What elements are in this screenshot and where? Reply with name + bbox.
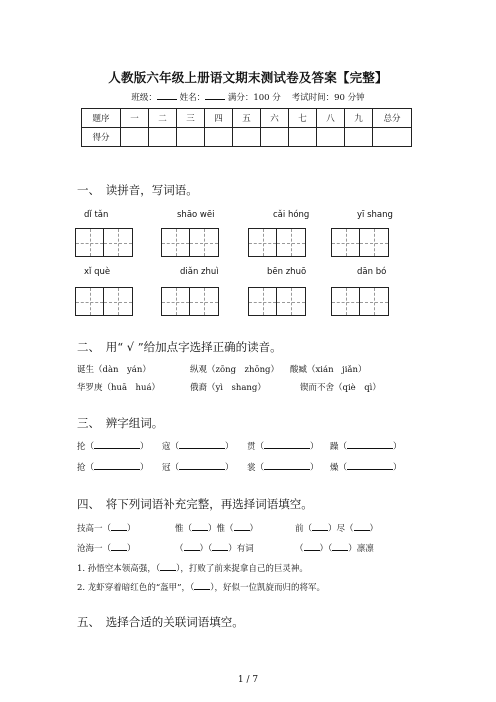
idiom-text: （	[175, 544, 184, 554]
idiom-text: ）尽（	[328, 524, 354, 534]
idiom-text: ）	[369, 524, 379, 534]
score-header-cell: 一	[121, 109, 149, 128]
writing-box[interactable]	[248, 228, 306, 257]
section-4-title: 四、 将下列词语补充完整，再选择词语填空。	[77, 497, 313, 511]
class-label: 班级：	[131, 93, 157, 103]
idiom-text: ）凛凛	[348, 544, 374, 554]
name-blank	[205, 90, 225, 100]
answer-blank[interactable]	[94, 460, 140, 470]
score-table-header-row	[82, 109, 412, 128]
idiom-text: ）	[249, 524, 259, 534]
score-cell[interactable]	[373, 128, 412, 147]
score-header-cell: 六	[261, 109, 289, 128]
char-label: 抢（	[77, 463, 95, 473]
idiom-text: 技高一（	[77, 524, 112, 534]
pronunciation-choice[interactable]: 锲而不舍（qiè qì）	[300, 383, 381, 393]
page-number: 1 / 7	[237, 675, 259, 685]
exam-info	[0, 90, 496, 103]
paren-close: ）	[310, 463, 319, 473]
score-cell[interactable]	[261, 128, 289, 147]
score-header-cell: 四	[205, 109, 233, 128]
idiom-text: ）	[127, 524, 136, 534]
word-group-item	[162, 460, 234, 473]
pronunciation-choice[interactable]: 俄裔（yì shang）	[190, 383, 266, 393]
writing-box[interactable]	[161, 228, 219, 257]
idiom-text: 沧海一（	[77, 544, 112, 554]
sentence-text: ），打败了前来捉拿自己的巨灵神。	[176, 564, 308, 574]
word-group-item	[330, 439, 402, 452]
writing-box[interactable]	[161, 287, 219, 316]
idiom-text: 前（	[295, 524, 313, 534]
answer-blank[interactable]	[184, 541, 200, 551]
answer-blank[interactable]	[234, 521, 250, 531]
score-header-cell: 九	[345, 109, 373, 128]
idiom-text: ）有词	[228, 544, 254, 554]
score-cell[interactable]	[317, 128, 345, 147]
name-label: 姓名：	[179, 93, 206, 103]
word-group-item	[247, 439, 319, 452]
score-cell[interactable]	[149, 128, 177, 147]
answer-blank[interactable]	[192, 521, 208, 531]
class-blank	[157, 90, 177, 100]
answer-blank[interactable]	[160, 561, 176, 571]
char-label: 燥（	[330, 463, 348, 473]
idiom-item	[77, 541, 136, 554]
score-row-label: 得分	[82, 128, 121, 147]
pronunciation-choice[interactable]: 纵观（zōng zhōng）	[190, 365, 279, 375]
section-1-title: 一、 读拼音，写词语。	[77, 183, 198, 197]
char-label: 裳（	[247, 463, 265, 473]
char-label: 贯（	[247, 442, 265, 452]
score-header-cell: 七	[289, 109, 317, 128]
page-title: 人教版六年级上册语文期末测试卷及答案【完整】	[108, 70, 388, 85]
char-label: 寇（	[162, 442, 180, 452]
score-cell[interactable]	[345, 128, 373, 147]
pronunciation-choice[interactable]: 诞生（dàn yán）	[77, 365, 151, 375]
answer-blank[interactable]	[179, 460, 225, 470]
writing-box[interactable]	[75, 228, 133, 257]
fill-sentence-2	[77, 580, 325, 593]
word-group-item	[77, 439, 149, 452]
answer-blank[interactable]	[111, 521, 127, 531]
paren-close: ）	[310, 442, 319, 452]
sentence-text: 2. 龙虾穿着暗红色的“盔甲”，（	[77, 583, 195, 593]
char-label: 抡（	[77, 442, 95, 452]
pinyin-label: bēn zhuō	[267, 267, 307, 277]
sentence-text: ），好似一位凯旋而归的将军。	[210, 583, 326, 593]
answer-blank[interactable]	[347, 460, 393, 470]
idiom-item	[295, 541, 374, 554]
idiom-item	[175, 541, 254, 554]
score-cell[interactable]	[177, 128, 205, 147]
pronunciation-choice[interactable]: 酸臧（xián jiǎn）	[290, 365, 367, 375]
score-table	[81, 108, 412, 147]
writing-box[interactable]	[248, 287, 306, 316]
idiom-item	[175, 521, 258, 534]
idiom-text: ）惟（	[208, 524, 234, 534]
word-group-item	[77, 460, 149, 473]
idiom-text: ）（	[319, 544, 333, 554]
idiom-text: ）	[127, 544, 136, 554]
idiom-item	[295, 521, 378, 534]
pinyin-label: cǎi hóng	[273, 210, 310, 220]
answer-blank[interactable]	[304, 541, 320, 551]
writing-box[interactable]	[331, 287, 389, 316]
section-3-title: 三、 辨字组词。	[77, 416, 164, 430]
answer-blank[interactable]	[194, 580, 210, 590]
paren-close: ）	[225, 442, 234, 452]
pinyin-label: dǐ tǎn	[84, 210, 109, 220]
idiom-text: （	[295, 544, 304, 554]
score-header-cell: 题序	[82, 109, 121, 128]
answer-blank[interactable]	[264, 460, 310, 470]
section-5-title: 五、 选择合适的关联词语填空。	[77, 615, 244, 629]
score-cell[interactable]	[205, 128, 233, 147]
paren-close: ）	[140, 463, 149, 473]
word-group-item	[162, 439, 234, 452]
score-header-cell: 八	[317, 109, 345, 128]
paren-close: ）	[393, 463, 402, 473]
pinyin-label: xǐ què	[84, 267, 111, 277]
answer-blank[interactable]	[312, 521, 328, 531]
char-label: 躁（	[330, 442, 348, 452]
paren-close: ）	[140, 442, 149, 452]
score-header-cell: 总分	[373, 109, 412, 128]
answer-blank[interactable]	[354, 521, 370, 531]
word-group-item	[330, 460, 402, 473]
score-cell[interactable]	[233, 128, 261, 147]
exam-time: 考试时间：90 分钟	[291, 93, 365, 103]
answer-blank[interactable]	[212, 541, 228, 551]
score-table-score-row	[82, 128, 412, 147]
pinyin-label: diǎn zhuì	[180, 267, 219, 277]
score-header-cell: 五	[233, 109, 261, 128]
fill-sentence-1	[77, 561, 308, 574]
answer-blank[interactable]	[94, 439, 140, 449]
writing-box[interactable]	[75, 287, 133, 316]
word-group-item	[247, 460, 319, 473]
full-score: 满分：100 分	[227, 93, 281, 103]
pinyin-label: yī shang	[357, 210, 393, 220]
answer-blank[interactable]	[347, 439, 393, 449]
paren-close: ）	[393, 442, 402, 452]
answer-blank[interactable]	[264, 439, 310, 449]
sentence-text: 1. 孙悟空本领高强，（	[77, 564, 161, 574]
score-header-cell: 二	[149, 109, 177, 128]
char-label: 冠（	[162, 463, 180, 473]
answer-blank[interactable]	[332, 541, 348, 551]
section-2-title: 二、 用“ √ ”给加点字选择正确的读音。	[77, 340, 282, 354]
idiom-item	[77, 521, 136, 534]
answer-blank[interactable]	[179, 439, 225, 449]
answer-blank[interactable]	[111, 541, 127, 551]
pinyin-label: dān bó	[357, 267, 387, 277]
score-cell[interactable]	[289, 128, 317, 147]
score-cell[interactable]	[121, 128, 149, 147]
score-header-cell: 三	[177, 109, 205, 128]
pronunciation-choice[interactable]: 华罗庚（huā huá）	[77, 383, 161, 393]
idiom-text: ）（	[199, 544, 213, 554]
writing-box[interactable]	[331, 228, 389, 257]
idiom-text: 惟（	[175, 524, 193, 534]
paren-close: ）	[225, 463, 234, 473]
pinyin-label: shāo wēi	[177, 210, 215, 220]
